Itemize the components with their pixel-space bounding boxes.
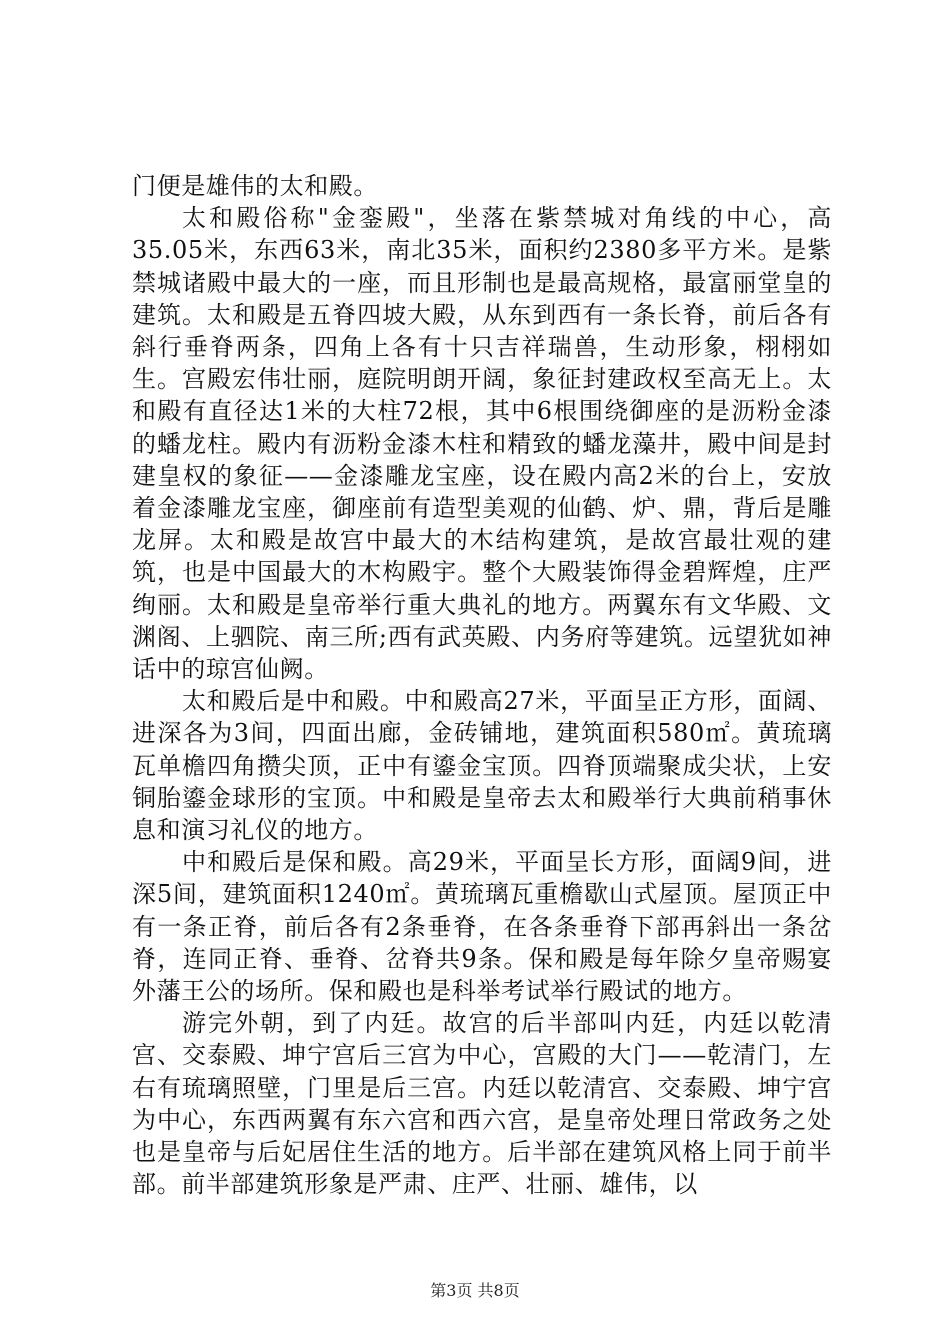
- paragraph-continuation: 门便是雄伟的太和殿。: [132, 172, 378, 200]
- page-footer: [0, 1281, 950, 1301]
- paragraph-zhonghe-hall: 太和殿后是中和殿。中和殿高27米，平面呈正方形，面阔、进深各为3间，四面出廊，金砖铺地，建筑面积580㎡。黄琉璃瓦单檐四角攒尖顶，正中有鎏金宝顶。四脊顶端聚成尖状，上安铜胎鎏金球形的宝顶。中和殿是皇帝去太和殿举行大典前稍事休息和演习礼仪的地方。: [132, 687, 832, 845]
- paragraph-inner-court: 游完外朝，到了内廷。故宫的后半部叫内廷，内廷以乾清宫、交泰殿、坤宁宫后三宫为中心，宫殿的大门——乾清门，左右有琉璃照壁，门里是后三宫。内廷以乾清宫、交泰殿、坤宁宫为中心，东西两翼有东六宫和西六宫，是皇帝处理日常政务之处也是皇帝与后妃居住生活的地方。后半部在建筑风格上同于前半部。前半部建筑形象是严肃、庄严、壮丽、雄伟，以: [132, 1009, 832, 1199]
- page-number: 第3页 共8页: [430, 1281, 520, 1300]
- paragraph-taihe-hall: 太和殿俗称"金銮殿"，坐落在紫禁城对角线的中心，高35.05米，东西63米，南北35米，面积约2380多平方米。是紫禁城诸殿中最大的一座，而且形制也是最高规格，最富丽堂皇的建筑。太和殿是五脊四坡大殿，从东到西有一条长脊，前后各有斜行垂脊两条，四角上各有十只吉祥瑞兽，生动形象，栩栩如生。宫殿宏伟壮丽，庭院明朗开阔，象征封建政权至高无上。太和殿有直径达1米的大柱72根，其中6根围绕御座的是沥粉金漆的蟠龙柱。殿内有沥粉金漆木柱和精致的蟠龙藻井，殿中间是封建皇权的象征——金漆雕龙宝座，设在殿内高2米的台上，安放着金漆雕龙宝座，御座前有造型美观的仙鹤、炉、鼎，背后是雕龙屏。太和殿是故宫中最大的木结构建筑，是故宫最壮观的建筑，也是中国最大的木构殿宇。整个大殿装饰得金碧辉煌，庄严绚丽。太和殿是皇帝举行重大典礼的地方。两翼东有文华殿、文渊阁、上驷院、南三所;西有武英殿、内务府等建筑。远望犹如神话中的琼宫仙阙。: [132, 204, 832, 684]
- body-text: [132, 170, 832, 1201]
- paragraph-baohe-hall: 中和殿后是保和殿。高29米，平面呈长方形，面阔9间，进深5间，建筑面积1240㎡。黄琉璃瓦重檐歇山式屋顶。屋顶正中有一条正脊，前后各有2条垂脊，在各条垂脊下部再斜出一条岔脊，连同正脊、垂脊、岔脊共9条。保和殿是每年除夕皇帝赐宴外藩王公的场所。保和殿也是科举考试举行殿试的地方。: [132, 848, 832, 1006]
